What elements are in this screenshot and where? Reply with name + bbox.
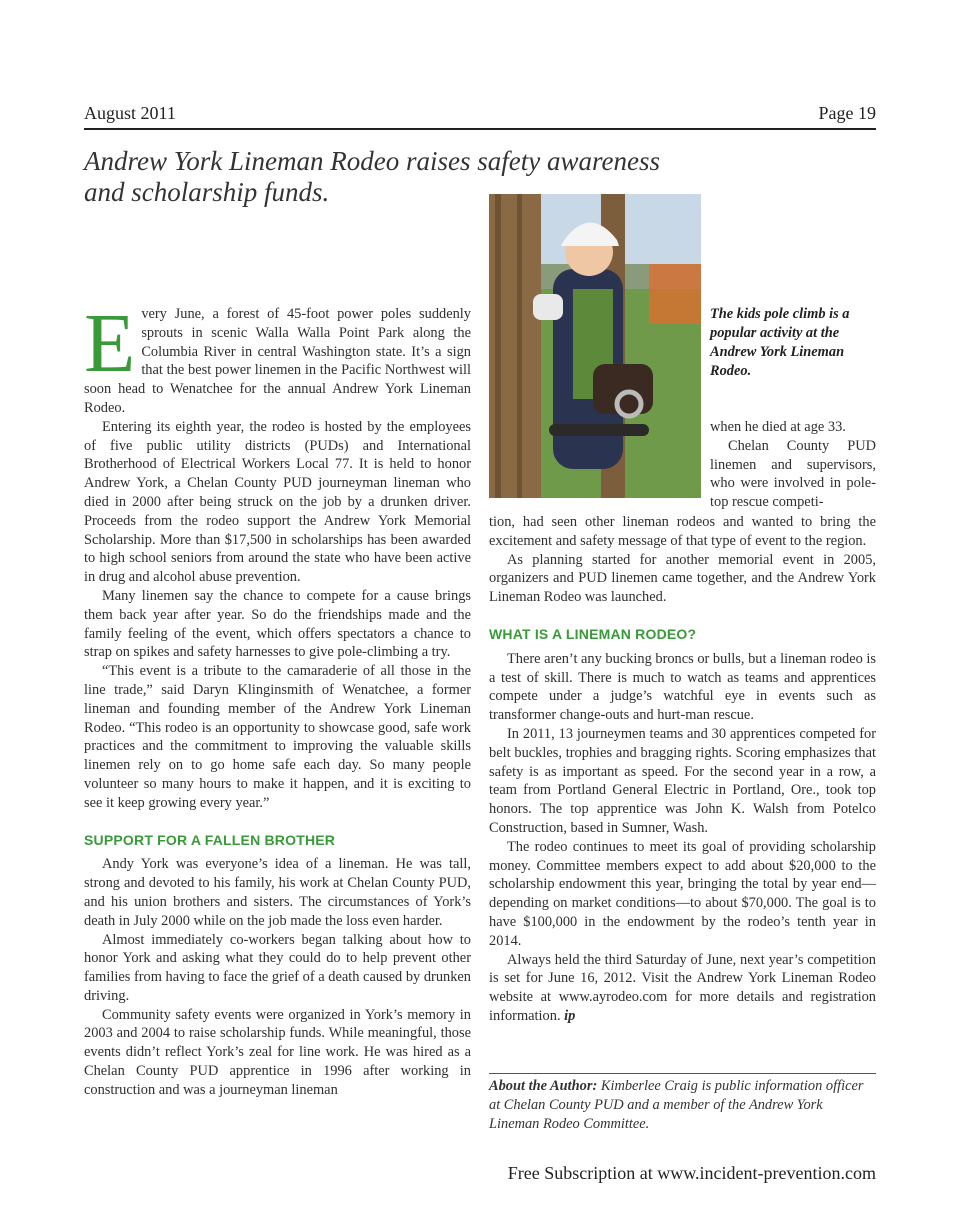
paragraph-7-continued: when he died at age 33. — [710, 419, 846, 435]
author-label: About the Author: — [489, 1078, 598, 1094]
paragraph-13-text: Always held the third Saturday of June, next year’s competition is set for June 16, 2012. Visit the Andrew York Lineman Rodeo website at www.ayrodeo.com for more details and registration information. — [489, 951, 876, 1024]
paragraph-12: The rodeo continues to meet its goal of providing scholarship money. Committee members expect to add about $20,000 to the scholarship endowment this year, bringing the total by year end—depending on market conditions—to about $70,000. The goal is to have $100,000 in the endowment by the rodeo’s tenth year in 2014. — [489, 838, 876, 949]
subhead-what-is-lineman-rodeo: WHAT IS A LINEMAN RODEO? — [489, 625, 697, 642]
end-mark: ip — [564, 1007, 576, 1024]
paragraph-10: There aren’t any bucking broncs or bulls, but a lineman rodeo is a test of skill. There is much to watch as teams and apprentices compete under a judge’s watchful eye in events such as transformer change-outs and hurt-man rescue. — [489, 650, 876, 724]
issue-date: August 2011 — [84, 103, 176, 123]
subhead-support-fallen-brother: SUPPORT FOR A FALLEN BROTHER — [84, 831, 336, 848]
paragraph-2: Entering its eighth year, the rodeo is hosted by the employees of five public utility districts (PUDs) and International Brotherhood of Electrical Workers Local 77. It is held to honor Andrew York, a Chelan County PUD journeyman lineman who died in 2000 after being struck on the job by a drunken driver. Proceeds from the rodeo support the Andrew York Memorial Scholarship. More than $17,500 in scholarships has been awarded to high school seniors from around the state who have been active in drug and alcohol abuse prevention. — [84, 418, 471, 586]
paragraph-4: “This event is a tribute to the camaraderie of all those in the line trade,” said Daryn Klinginsmith of Wenatchee, a former lineman and founding member of the Andrew York Lineman Rodeo. “This rodeo is an opportunity to showcase good, safe work practices and the commitment to improving the valuable skills linemen rely on to go home safe each day. So many people volunteer so many hours to make it happen, and it is exciting to see it keep growing every year.” — [84, 663, 471, 811]
author-text: Kimberlee Craig is public information officer at Chelan County PUD and a member of the Andrew York Lineman Rodeo Committee. — [489, 1078, 864, 1132]
right-column-wrap — [710, 418, 876, 512]
header-rule — [84, 128, 876, 130]
footer-subscription: Free Subscription at www.incident-prevention.com — [507, 1163, 876, 1183]
photo-caption: The kids pole climb is a popular activity at the Andrew York Lineman Rodeo. — [710, 306, 850, 379]
kid-pole-climb-photo — [489, 194, 701, 498]
paragraph-9: As planning started for another memorial event in 2005, organizers and PUD linemen came together, and the Andrew York Lineman Rodeo was launched. — [489, 551, 876, 606]
paragraph-13 — [489, 951, 876, 1026]
paragraph-7: Community safety events were organized in York’s memory in 2003 and 2004 to raise scholarship funds. While meaningful, those events didn’t reflect York’s zeal for line work. He was hired as a Chelan County PUD apprentice in 1996 after working in construction and was a journeyman lineman — [84, 1006, 471, 1098]
paragraph-8-part-1: Chelan County PUD linemen and supervisors, who were involved in pole-top rescue competi- — [710, 437, 876, 511]
author-bio — [489, 1077, 876, 1134]
left-column — [84, 297, 471, 1100]
paragraph-11: In 2011, 13 journeymen teams and 30 apprentices competed for belt buckles, trophies and bragging rights. Scoring emphasizes that safety is as important as speed. For the second year in a row, a team from Portland General Electric in Portland, Ore., took top honors. The top apprentice was John K. Walsh from Potelco Construction, based in Sumner, Wash. — [489, 725, 876, 836]
title-line-1: Andrew York Lineman Rodeo raises safety awareness — [84, 146, 660, 176]
page-number: Page 19 — [818, 103, 876, 123]
paragraph-3: Many linemen say the chance to compete for a cause brings them back year after year. So do the friendships made and the family feeling of the event, which offers spectators a chance to strap on spikes and safety harnesses to give pole-climbing a try. — [84, 587, 471, 661]
drop-cap: E — [84, 297, 136, 390]
paragraph-5: Andy York was everyone’s idea of a lineman. He was tall, strong and devoted to his family, his work at Chelan County PUD, and his union brothers and sisters. The circumstances of York’s death in July 2000 while on the job made the loss even harder. — [84, 856, 471, 929]
paragraph-1 — [84, 297, 471, 418]
paragraph-1-text: very June, a forest of 45-foot power poles suddenly sprouts in scenic Walla Walla Point Park along the Columbia River in central Washington state. It’s a sign that the best power linemen in the Pacific Northwest will soon head to Wenatchee for the annual Andrew York Lineman Rodeo. — [84, 306, 471, 416]
title-line-2: and scholarship funds. — [84, 177, 330, 207]
author-rule — [489, 1073, 876, 1074]
paragraph-8-part-2: tion, had seen other lineman rodeos and wanted to bring the excitement and safety message of that type of event to the region. — [489, 514, 876, 549]
paragraph-6: Almost immediately co-workers began talking about how to honor York and asking what they could do to help prevent other families from having to face the grief of a death caused by drunken driving. — [84, 931, 471, 1004]
right-column — [489, 513, 876, 1026]
